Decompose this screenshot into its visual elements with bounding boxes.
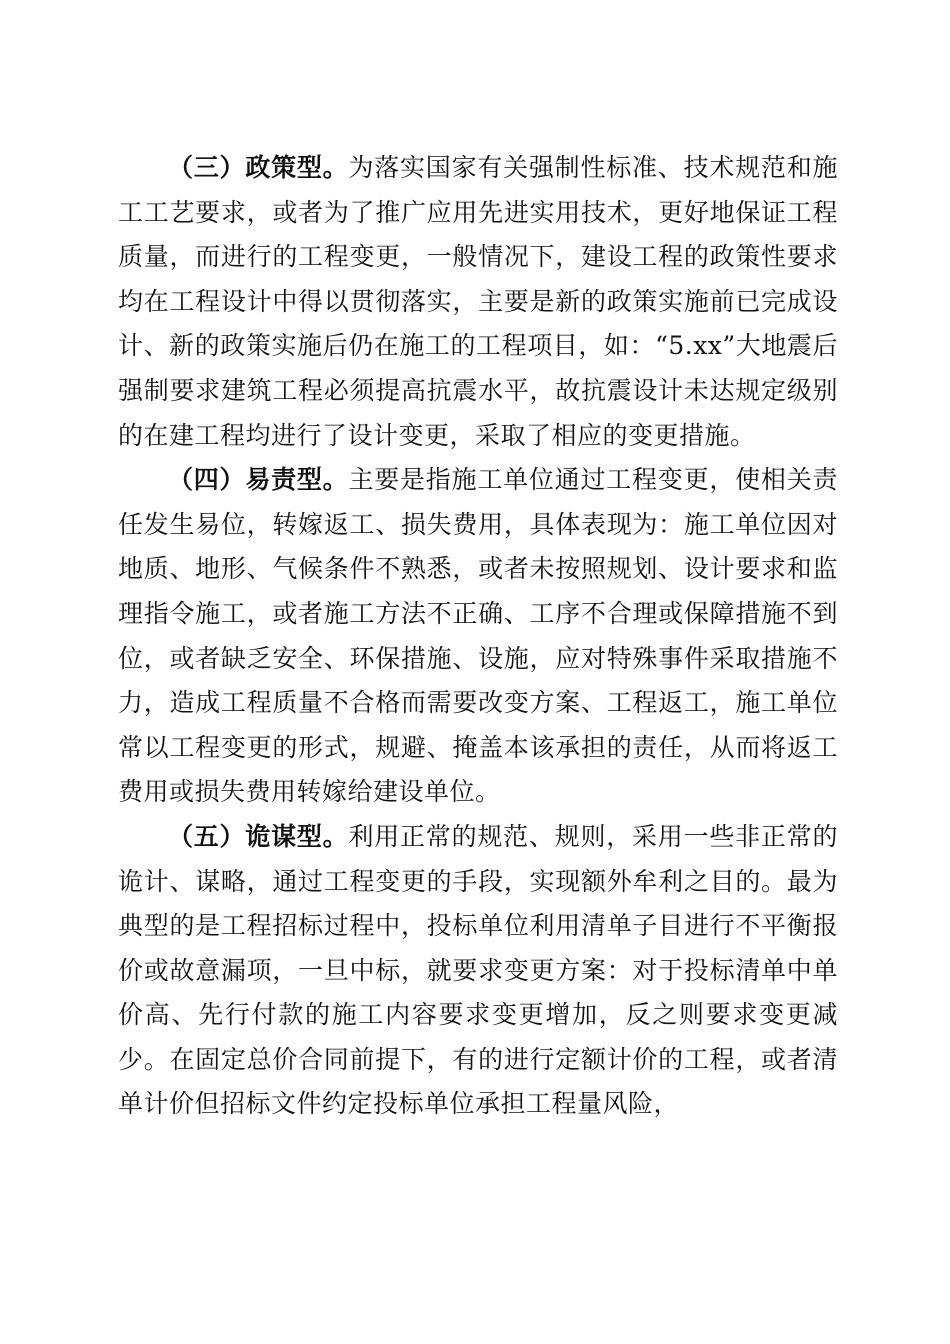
paragraph-text: 为落实国家有关强制性标准、技术规范和施工工艺要求，或者为了推广应用先进实用技术，更好地保证工程质量，而进行的工程变更，一般情况下，建设工程的政策性要求均在工程设计中得以贯彻落实，主要是新的政策实施前已完成设计、新的政策实施后仍在施工的工程项目，如：“5.xx”大地震后强制要求建筑工程必须提高抗震水平，故抗震设计未达规定级别的在建工程均进行了设计变更，采取了相应的变更措施。 — [118, 153, 838, 450]
paragraph-liability-shift-type — [118, 458, 838, 815]
paragraph-policy-type — [118, 146, 838, 458]
paragraph-scheme-type — [118, 815, 838, 1127]
paragraph-heading: （四）易责型。 — [168, 465, 349, 495]
document-body — [118, 146, 838, 1127]
paragraph-heading: （五）诡谋型。 — [168, 821, 349, 851]
paragraph-heading: （三）政策型。 — [168, 153, 349, 182]
paragraph-text: 主要是指施工单位通过工程变更，使相关责任发生易位，转嫁返工、损失费用，具体表现为：施工单位因对地质、地形、气候条件不熟悉，或者未按照规划、设计要求和监理指令施工，或者施工方法不正确、工序不合理或保障措施不到位，或者缺乏安全、环保措施、设施，应对特殊事件采取措施不力，造成工程质量不合格而需要改变方案、工程返工，施工单位常以工程变更的形式，规避、掩盖本该承担的责任，从而将返工费用或损失费用转嫁给建设单位。 — [118, 465, 838, 807]
paragraph-text: 利用正常的规范、规则，采用一些非正常的诡计、谋略，通过工程变更的手段，实现额外牟利之目的。最为典型的是工程招标过程中，投标单位利用清单子目进行不平衡报价或故意漏项，一旦中标，就要求变更方案：对于投标清单中单价高、先行付款的施工内容要求变更增加，反之则要求变更减少。在固定总价合同前提下，有的进行定额计价的工程，或者清单计价但招标文件约定投标单位承担工程量风险， — [118, 821, 838, 1119]
